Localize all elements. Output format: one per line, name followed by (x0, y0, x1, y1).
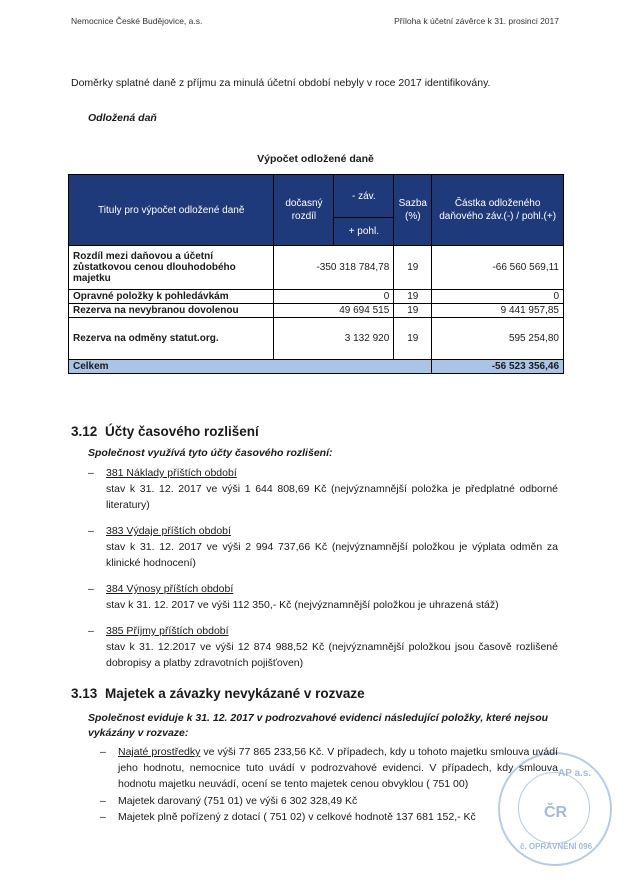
list-item (88, 624, 558, 671)
section-number: 3.13 (71, 686, 98, 701)
section-number: 3.12 (71, 424, 98, 439)
header-receivable: + pohl. (334, 218, 394, 246)
header-rate: Sazba (%) (394, 175, 432, 246)
row-amount: 0 (432, 290, 564, 304)
table-row (69, 318, 564, 360)
row-label: Rezerva na nevybranou dovolenou (69, 304, 274, 318)
row-label: Rezerva na odměny statut.org. (69, 318, 274, 360)
header-document: Příloha k účetní závěrce k 31. prosinci 2017 (394, 16, 559, 26)
section-subtitle: Společnost eviduje k 31. 12. 2017 v podrozvahové evidenci následující položky, které nejsou vykázány v rozvaze: (88, 712, 549, 740)
section-heading-313 (71, 686, 365, 701)
list-item (88, 466, 558, 513)
deferred-tax-heading: Odložená daň (88, 112, 157, 124)
row-diff: 0 (274, 290, 394, 304)
list-item (88, 582, 558, 614)
stamp-text-bottom: č. OPRÁVNĚNÍ 096 (520, 842, 593, 851)
account-title: 385 Příjmy příštích období (106, 625, 229, 637)
section-title: Majetek a závazky nevykázané v rozvaze (105, 686, 365, 701)
stamp-text-middle: ČR (544, 804, 568, 821)
account-title: 381 Náklady příštích období (106, 467, 237, 479)
bullet-text: ve výši 77 865 233,56 Kč. V případech, kdy u tohoto majetku smlouva uvádí jeho hodnotu, nemocnice tuto uvádí v podrozvahové evidenci. V případech, kdy smlouva hodnotu majetku neuvádí, ocení se tento majetek cenou obvyklou ( 751 00) (118, 746, 558, 790)
row-amount: 595 254,80 (432, 318, 564, 360)
row-label: Rozdíl mezi daňovou a účetní zůstatkovou cenou dlouhodobého majetku (69, 246, 274, 290)
row-amount: -66 560 569,11 (432, 246, 564, 290)
bullet-lead: Najaté prostředky (118, 746, 201, 758)
row-diff: -350 318 784,78 (274, 246, 394, 290)
list-item (88, 810, 558, 826)
table-row (69, 246, 564, 290)
row-rate: 19 (394, 304, 432, 318)
dash-marker: – (88, 525, 94, 537)
account-text: stav k 31. 12. 2017 ve výši 2 994 737,66 Kč (nejvýznamnější položkou je výplata odměn za klinické hodnocení) (106, 540, 558, 569)
row-label: Opravné položky k pohledávkám (69, 290, 274, 304)
row-diff: 49 694 515 (274, 304, 394, 318)
stamp-text-top: AP a.s. (558, 768, 592, 779)
total-amount: -56 523 356,46 (432, 360, 564, 374)
dash-marker: – (88, 467, 94, 479)
deferred-tax-table (68, 174, 564, 374)
section-heading-312 (71, 424, 259, 439)
account-text: stav k 31. 12. 2017 ve výši 1 644 808,69 Kč (nejvýznamnější položka je předplatné odborné literatury) (106, 482, 558, 511)
table-total-row (69, 360, 564, 374)
intro-paragraph: Doměrky splatné daně z příjmu za minulá účetní období nebyly v roce 2017 identifikovány. (71, 77, 491, 89)
table-row (69, 304, 564, 318)
dash-marker: – (100, 746, 106, 758)
list-item (88, 524, 558, 571)
dash-marker: – (88, 625, 94, 637)
account-text: stav k 31. 12. 2017 ve výši 112 350,- Kč (nejvýznamnější položkou je uhrazená stáž) (106, 598, 499, 611)
total-label: Celkem (69, 360, 432, 374)
row-amount: 9 441 957,85 (432, 304, 564, 318)
account-text: stav k 31. 12.2017 ve výši 12 874 988,52 Kč (nejvýznamnější položkou jsou časově rozlišené dobropisy a platby zdravotních pojišťoven) (106, 640, 558, 669)
row-diff: 3 132 920 (274, 318, 394, 360)
list-item (88, 745, 558, 792)
header-company: Nemocnice České Budějovice, a.s. (71, 16, 203, 26)
table-caption: Výpočet odložené daně (257, 153, 374, 165)
header-temp-diff: dočasný rozdíl (274, 175, 334, 246)
list-item (88, 794, 558, 810)
section-title: Účty časového rozlišení (105, 424, 259, 439)
header-title: Tituly pro výpočet odložené daně (69, 175, 274, 246)
row-rate: 19 (394, 246, 432, 290)
account-title: 384 Výnosy příštích období (106, 583, 234, 595)
dash-marker: – (100, 811, 106, 823)
account-title: 383 Výdaje příštích období (106, 525, 231, 537)
header-amount: Částka odloženého daňového záv.(-) / pohl.(+) (432, 175, 564, 246)
dash-marker: – (100, 795, 106, 807)
bullet-text: Majetek darovaný (751 01) ve výši 6 302 328,49 Kč (118, 795, 358, 807)
row-rate: 19 (394, 290, 432, 304)
row-rate: 19 (394, 318, 432, 360)
section-subtitle: Společnost využívá tyto účty časového rozlišení: (88, 447, 333, 459)
table-row (69, 290, 564, 304)
header-liability: - záv. (334, 175, 394, 218)
dash-marker: – (88, 583, 94, 595)
bullet-text: Majetek plně pořízený z dotací ( 751 02) v celkové hodnotě 137 681 152,- Kč (118, 811, 476, 823)
